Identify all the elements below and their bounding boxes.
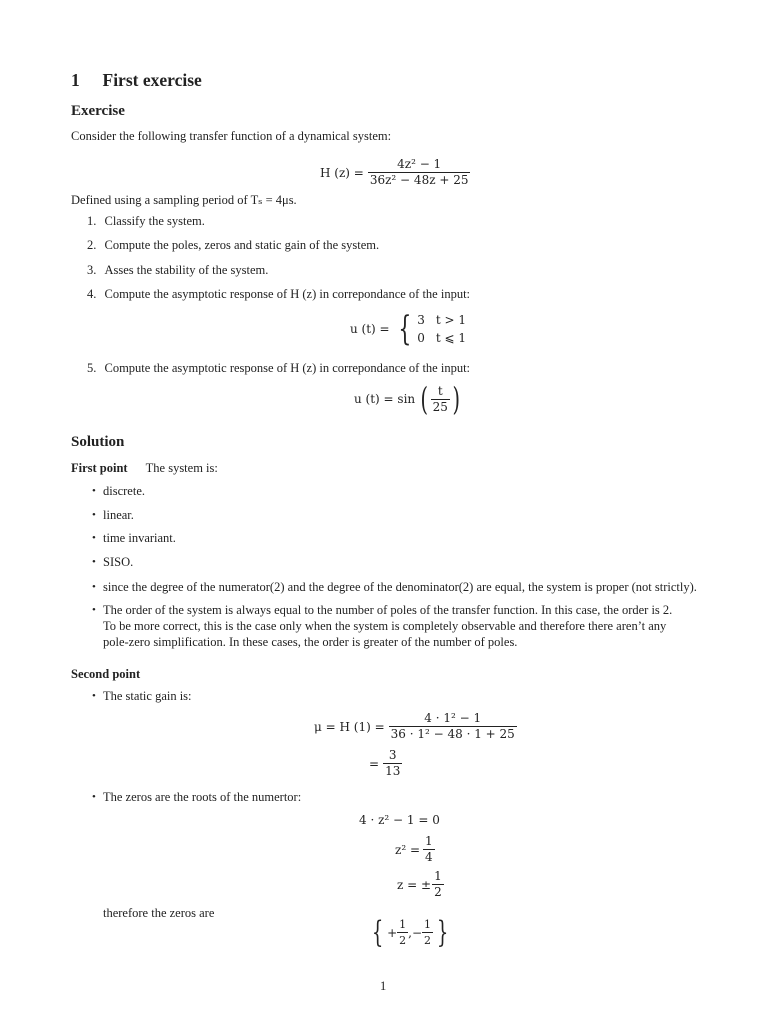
item-text: Compute the asymptotic response of H (z) in correpondance of the input: xyxy=(104,287,471,301)
bullet-icon: • xyxy=(92,485,96,497)
solution-heading: Solution xyxy=(71,434,125,450)
zeros-equation-1: 4 · z² − 1 = 0 xyxy=(359,813,440,827)
gain-denominator: 36 · 1² − 48 · 1 + 25 xyxy=(390,727,515,741)
sine-input-equation xyxy=(354,380,462,418)
left-paren-icon: ( xyxy=(420,380,429,418)
case2-value: 0 xyxy=(417,331,425,345)
exercise-item-2 xyxy=(87,237,379,253)
section-heading xyxy=(71,70,202,91)
first-point-bullet-5: since the degree of the numerator(2) and the degree of the denominator(2) are equal, the system is proper (not strictly). xyxy=(103,580,697,594)
sine-arg-denominator: 25 xyxy=(432,399,448,414)
left-brace-icon: { xyxy=(397,309,411,349)
zeros-eq3-numerator: 1 xyxy=(434,869,442,883)
set-frac2-numerator: 1 xyxy=(424,918,432,931)
zeros-equation-2 xyxy=(395,834,435,865)
set-fraction-2 xyxy=(422,917,433,948)
item-number: 1. xyxy=(87,214,97,228)
tf-lhs: H (z) = xyxy=(320,165,364,180)
zeros-eq3-denominator: 2 xyxy=(434,885,442,899)
zeros-eq2-numerator: 1 xyxy=(425,834,433,848)
sine-argument-fraction xyxy=(431,384,450,415)
exercise-item-4 xyxy=(87,286,470,302)
case1-condition: t > 1 xyxy=(435,313,467,327)
bullet-6-line-2: To be more correct, this is the case only when the system is completely observable and therefore there aren’t any xyxy=(103,619,667,633)
item-number: 4. xyxy=(87,287,97,301)
piecewise-input-equation xyxy=(350,310,466,348)
gain-equals: = xyxy=(369,756,380,771)
first-point-intro: The system is: xyxy=(145,461,218,475)
gain-numerator: 4 · 1² − 1 xyxy=(389,711,517,727)
first-point-bullet-1: discrete. xyxy=(103,484,145,498)
bullet-icon: • xyxy=(92,791,96,803)
item-number: 2. xyxy=(87,238,97,252)
set-fraction-1 xyxy=(397,917,408,948)
case1-value: 3 xyxy=(417,313,425,327)
piecewise-cases xyxy=(417,311,466,347)
left-brace-icon: { xyxy=(371,914,384,950)
static-gain-result xyxy=(369,748,402,779)
set-frac1-numerator: 1 xyxy=(399,918,407,931)
tf-numerator: 4z² − 1 xyxy=(368,157,471,173)
bullet-icon: • xyxy=(92,532,96,544)
first-point-paragraph xyxy=(71,460,218,476)
bullet-icon: • xyxy=(92,556,96,568)
case2-condition: t ⩽ 1 xyxy=(435,331,467,345)
exercise-heading: Exercise xyxy=(71,103,125,119)
exercise-intro: Consider the following transfer function of a dynamical system: xyxy=(71,129,392,143)
item-number: 5. xyxy=(87,361,97,375)
first-point-bullet-4: SISO. xyxy=(103,555,134,569)
first-point-bullet-3: time invariant. xyxy=(103,531,176,545)
gain-lhs: μ = H (1) = xyxy=(314,719,385,734)
static-gain-intro: The static gain is: xyxy=(103,689,192,703)
section-number: 1 xyxy=(71,70,80,90)
zeros-equation-3 xyxy=(397,869,444,900)
right-brace-icon: } xyxy=(436,914,449,950)
zeros-eq2-lhs: z² = xyxy=(395,842,421,857)
second-point-label: Second point xyxy=(71,667,141,681)
bullet-6-line-1: The order of the system is always equal to the number of poles of the transfer function. In this case, the order is 2. xyxy=(103,603,673,617)
item-number: 3. xyxy=(87,263,97,277)
gain-result-denominator: 13 xyxy=(385,764,401,778)
section-title: First exercise xyxy=(102,70,202,90)
tf-fraction xyxy=(368,157,471,188)
static-gain-equation xyxy=(314,711,517,742)
bullet-6-line-3: pole-zero simplification. In these cases, the order is greater of the number of poles. xyxy=(103,635,518,649)
set-minus-sign: − xyxy=(411,925,423,940)
bullet-icon: • xyxy=(92,604,96,616)
item-text: Asses the stability of the system. xyxy=(104,263,269,277)
first-point-label: First point xyxy=(71,461,128,475)
zeros-are-text: therefore the zeros are xyxy=(103,906,215,920)
sine-arg-numerator: t xyxy=(431,384,450,400)
page-number: 1 xyxy=(380,979,387,993)
transfer-function-equation xyxy=(320,157,470,188)
right-paren-icon: ) xyxy=(452,380,460,418)
exercise-item-1 xyxy=(87,213,205,229)
zeros-eq3-lhs: z = ± xyxy=(397,877,432,892)
exercise-item-5 xyxy=(87,360,470,376)
sampling-period-text: Defined using a sampling period of Tₛ = 4μs. xyxy=(71,193,297,207)
gain-result-fraction xyxy=(383,748,402,779)
bullet-icon: • xyxy=(92,509,96,521)
set-plus-sign: + xyxy=(387,925,398,940)
first-point-bullet-6 xyxy=(103,602,698,650)
item-text: Classify the system. xyxy=(104,214,205,228)
zeros-intro: The zeros are the roots of the numertor: xyxy=(103,790,302,804)
set-frac1-denominator: 2 xyxy=(399,934,407,947)
zeros-eq3-fraction xyxy=(432,869,444,900)
bullet-icon: • xyxy=(92,690,96,702)
set-comma: , xyxy=(408,925,412,940)
input1-lhs: u (t) = xyxy=(350,322,390,336)
zeros-set xyxy=(368,914,452,950)
tf-denominator: 36z² − 48z + 25 xyxy=(369,173,469,187)
item-text: Compute the poles, zeros and static gain of the system. xyxy=(104,238,380,252)
first-point-bullet-2: linear. xyxy=(103,508,134,522)
zeros-eq2-fraction xyxy=(423,834,435,865)
set-frac2-denominator: 2 xyxy=(424,934,432,947)
input2-lhs: u (t) = sin xyxy=(354,392,416,406)
zeros-eq2-denominator: 4 xyxy=(425,850,433,864)
gain-result-numerator: 3 xyxy=(383,748,402,764)
gain-fraction xyxy=(389,711,517,742)
exercise-item-3 xyxy=(87,262,268,278)
bullet-icon: • xyxy=(92,581,96,593)
item-text: Compute the asymptotic response of H (z) in correpondance of the input: xyxy=(104,361,471,375)
